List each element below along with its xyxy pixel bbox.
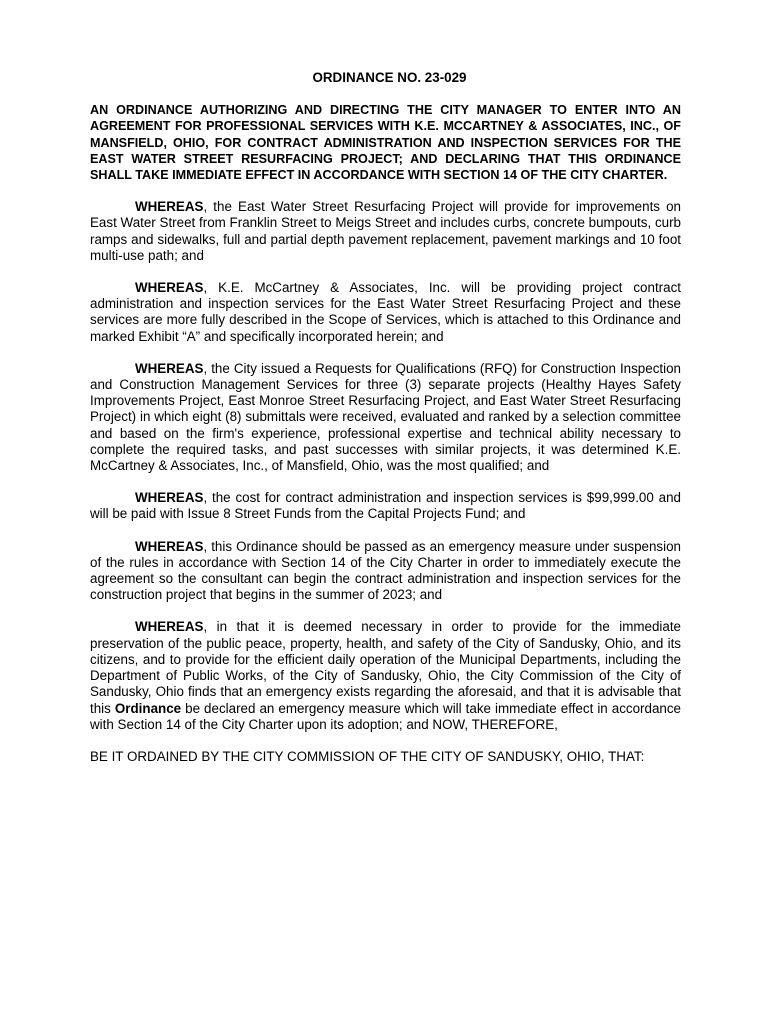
whereas-paragraph-3 — [90, 361, 681, 474]
paragraph-text: , in that it is deemed necessary in order to provide for the immediate preservation of the public peace, property, health, and safety of the City of Sandusky, Ohio, and its citizens, and to provide for the efficient daily operation of the Municipal Departments, including the Department of Public Works, of the City of Sandusky, Ohio, the City Commission of the City of Sandusky, Ohio finds that an emergency exists regarding the aforesaid, and that it is advisable that this — [90, 619, 681, 716]
whereas-label: WHEREAS — [135, 619, 204, 635]
paragraph-text: , K.E. McCartney & Associates, Inc. will be providing project contract administration and inspection services for the East Water Street Resurfacing Project and these services are more fully described in the Scope of Services, which is attached to this Ordinance and marked Exhibit “A” and specifically incorporated herein; and — [90, 280, 681, 344]
whereas-label: WHEREAS — [135, 490, 204, 506]
paragraph-text: , the City issued a Requests for Qualifications (RFQ) for Construction Inspection and Construction Management Services for three (3) separate projects (Healthy Hayes Safety Improvements Project, East Monroe Street Resurfacing Project, and East Water Street Resurfacing Project) in which eight (8) submittals were received, evaluated and ranked by a selection committee and based on the firm's experience, professional expertise and technical ability necessary to complete the required tasks, and past successes with similar projects, it was determined K.E. McCartney & Associates, Inc., of Mansfield, Ohio, was the most qualified; and — [90, 360, 681, 474]
paragraph-text: , the East Water Street Resurfacing Project will provide for improvements on East Water Street from Franklin Street to Meigs Street and includes curbs, concrete bumpouts, curb ramps and sidewalks, full and partial depth pavement replacement, pavement markings and 10 foot multi-use path; and — [90, 199, 681, 263]
whereas-label: WHEREAS — [135, 199, 204, 215]
whereas-label: WHEREAS — [135, 280, 204, 296]
whereas-paragraph-4 — [90, 490, 681, 522]
ordinance-heading: AN ORDINANCE AUTHORIZING AND DIRECTING THE CITY MANAGER TO ENTER INTO AN AGREEMENT FOR PROFESSIONAL SERVICES WITH K.E. MCCARTNEY & ASSOCIATES, INC., OF MANSFIELD, OHIO, FOR CONTRACT ADMINISTRATION AND INSPECTION SERVICES FOR THE EAST WATER STREET RESURFACING PROJECT; AND DECLARING THAT THIS ORDINANCE SHALL TAKE IMMEDIATE EFFECT IN ACCORDANCE WITH SECTION 14 OF THE CITY CHARTER. — [90, 103, 681, 183]
whereas-paragraph-1 — [90, 199, 681, 264]
paragraph-text-continued: be declared an emergency measure which will take immediate effect in accordance with Section 14 of the City Charter upon its adoption; and NOW, THEREFORE, — [90, 700, 681, 732]
ordinance-title: ORDINANCE NO. 23-029 — [312, 70, 467, 85]
whereas-paragraph-6 — [90, 619, 681, 732]
paragraph-text: , the cost for contract administration and inspection services is $99,999.00 and will be paid with Issue 8 Street Funds from the Capital Projects Fund; and — [90, 490, 681, 522]
whereas-label: WHEREAS — [135, 360, 204, 376]
whereas-label: WHEREAS — [135, 538, 204, 554]
whereas-paragraph-5 — [90, 539, 681, 604]
ordaining-clause: BE IT ORDAINED BY THE CITY COMMISSION OF THE CITY OF SANDUSKY, OHIO, THAT: — [90, 748, 645, 764]
ordinance-page — [90, 70, 681, 781]
paragraph-text: , this Ordinance should be passed as an emergency measure under suspension of the rules in accordance with Section 14 of the City Charter in order to immediately execute the agreement so the consultant can begin the contract administration and inspection services for the construction project that begins in the summer of 2023; and — [90, 538, 681, 603]
whereas-paragraph-2 — [90, 280, 681, 345]
ordinance-emphasis: Ordinance — [114, 700, 182, 716]
